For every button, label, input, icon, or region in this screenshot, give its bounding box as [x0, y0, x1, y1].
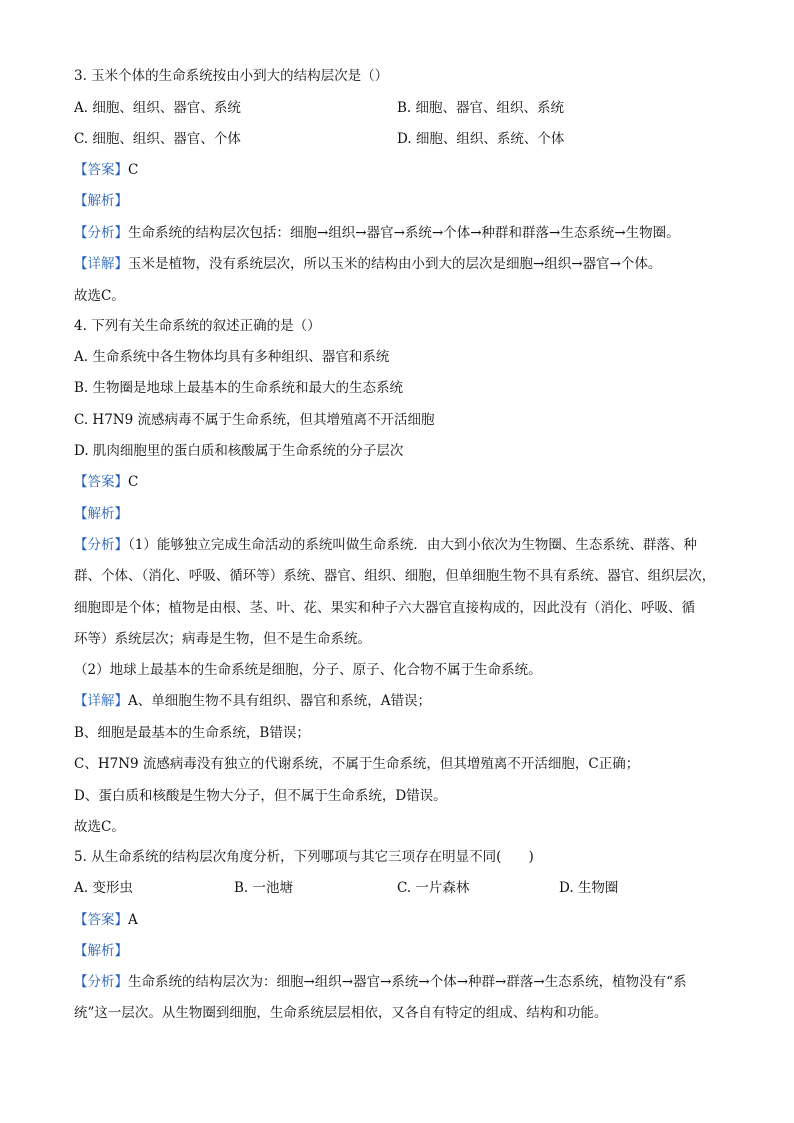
fenxi-tag: 【分析】: [74, 537, 128, 553]
q5-option-c: C. 一片森林: [397, 880, 470, 896]
q3-xiangjie: [74, 254, 661, 274]
q4-fenxi-line-4: 环等）系统层次；病毒是生物，但不是生命系统。: [74, 631, 371, 647]
xiangjie-text: 玉米是植物，没有系统层次，所以玉米的结构由小到大的层次是细胞→组织→器官→个体。: [128, 256, 662, 272]
q4-fenxi-line-1: [74, 535, 697, 555]
xiangjie-text: A、单细胞生物不具有组织、器官和系统，A错误；: [128, 693, 431, 709]
fenxi-text: 生命系统的结构层次包括：细胞→组织→器官→系统→个体→种群和群落→生态系统→生物圈。: [128, 225, 680, 241]
q4-option-c: C. H7N9 流感病毒不属于生命系统，但其增殖离不开活细胞: [74, 412, 435, 428]
q4-option-a: A. 生命系统中各生物体均具有多种组织、器官和系统: [74, 349, 390, 365]
q5-answer: [74, 910, 138, 930]
q5-option-d: D. 生物圈: [559, 880, 619, 896]
q5-stem: 5. 从生命系统的结构层次角度分析，下列哪项与其它三项存在明显不同( ): [74, 849, 534, 865]
q4-answer: [74, 472, 138, 492]
answer-value: C: [128, 162, 139, 178]
q5-option-a: A. 变形虫: [74, 880, 133, 896]
q5-fenxi-line-2: 统”这一层次。从生物圈到细胞，生命系统层层相依，又各自有特定的组成、结构和功能。: [74, 1005, 608, 1021]
q3-analysis-tag: 【解析】: [74, 193, 128, 209]
q4-analysis-tag: 【解析】: [74, 506, 128, 522]
xiangjie-tag: 【详解】: [74, 256, 128, 272]
q4-option-b: B. 生物圈是地球上最基本的生命系统和最大的生态系统: [74, 380, 404, 396]
answer-value: A: [128, 912, 138, 928]
q4-fenxi-line-2: 群、个体、（消化、呼吸、循环等）系统、器官、组织、细胞，但单细胞生物不具有系统、器官、组织层次，: [74, 568, 716, 584]
q3-option-b: B. 细胞、器官、组织、系统: [397, 100, 565, 116]
q4-conclusion: 故选C。: [74, 819, 125, 835]
q3-option-d: D. 细胞、组织、系统、个体: [397, 131, 565, 147]
q3-option-c: C. 细胞、组织、器官、个体: [74, 131, 241, 147]
q3-conclusion: 故选C。: [74, 288, 125, 304]
q4-xiangjie: [74, 691, 431, 711]
answer-value: C: [128, 474, 139, 490]
q4-fenxi-line-3: 细胞即是个体；植物是由根、茎、叶、花、果实和种子六大器官直接构成的，因此没有（消化、呼吸、循: [74, 600, 695, 616]
q3-stem: 3. 玉米个体的生命系统按由小到大的结构层次是（）: [74, 68, 389, 84]
answer-tag: 【答案】: [74, 474, 128, 490]
fenxi-text: 生命系统的结构层次为：细胞→组织→器官→系统→个体→种群→群落→生态系统，植物没有“系: [128, 974, 687, 990]
q4-stem: 4. 下列有关生命系统的叙述正确的是（）: [74, 318, 321, 334]
q5-analysis-tag: 【解析】: [74, 943, 128, 959]
q3-fenxi: [74, 223, 680, 243]
fenxi-tag: 【分析】: [74, 225, 128, 241]
q5-fenxi-line-1: [74, 972, 687, 992]
q4-fenxi-2: （2）地球上最基本的生命系统是细胞，分子、原子、化合物不属于生命系统。: [74, 662, 542, 678]
fenxi-tag: 【分析】: [74, 974, 128, 990]
fenxi-text: （1）能够独立完成生命活动的系统叫做生命系统．由大到小依次为生物圈、生态系统、群落、种: [128, 537, 697, 553]
q5-option-b: B. 一池塘: [234, 880, 294, 896]
answer-tag: 【答案】: [74, 162, 128, 178]
q4-xiangjie-c: C、H7N9 流感病毒没有独立的代谢系统，不属于生命系统，但其增殖离不开活细胞，C正确；: [74, 756, 640, 772]
q4-option-d: D. 肌肉细胞里的蛋白质和核酸属于生命系统的分子层次: [74, 443, 404, 459]
answer-tag: 【答案】: [74, 912, 128, 928]
q4-xiangjie-d: D、蛋白质和核酸是生物大分子，但不属于生命系统，D错误。: [74, 788, 447, 804]
xiangjie-tag: 【详解】: [74, 693, 128, 709]
q4-xiangjie-b: B、细胞是最基本的生命系统，B错误；: [74, 725, 310, 741]
q3-answer: [74, 160, 138, 180]
q3-option-a: A. 细胞、组织、器官、系统: [74, 100, 241, 116]
